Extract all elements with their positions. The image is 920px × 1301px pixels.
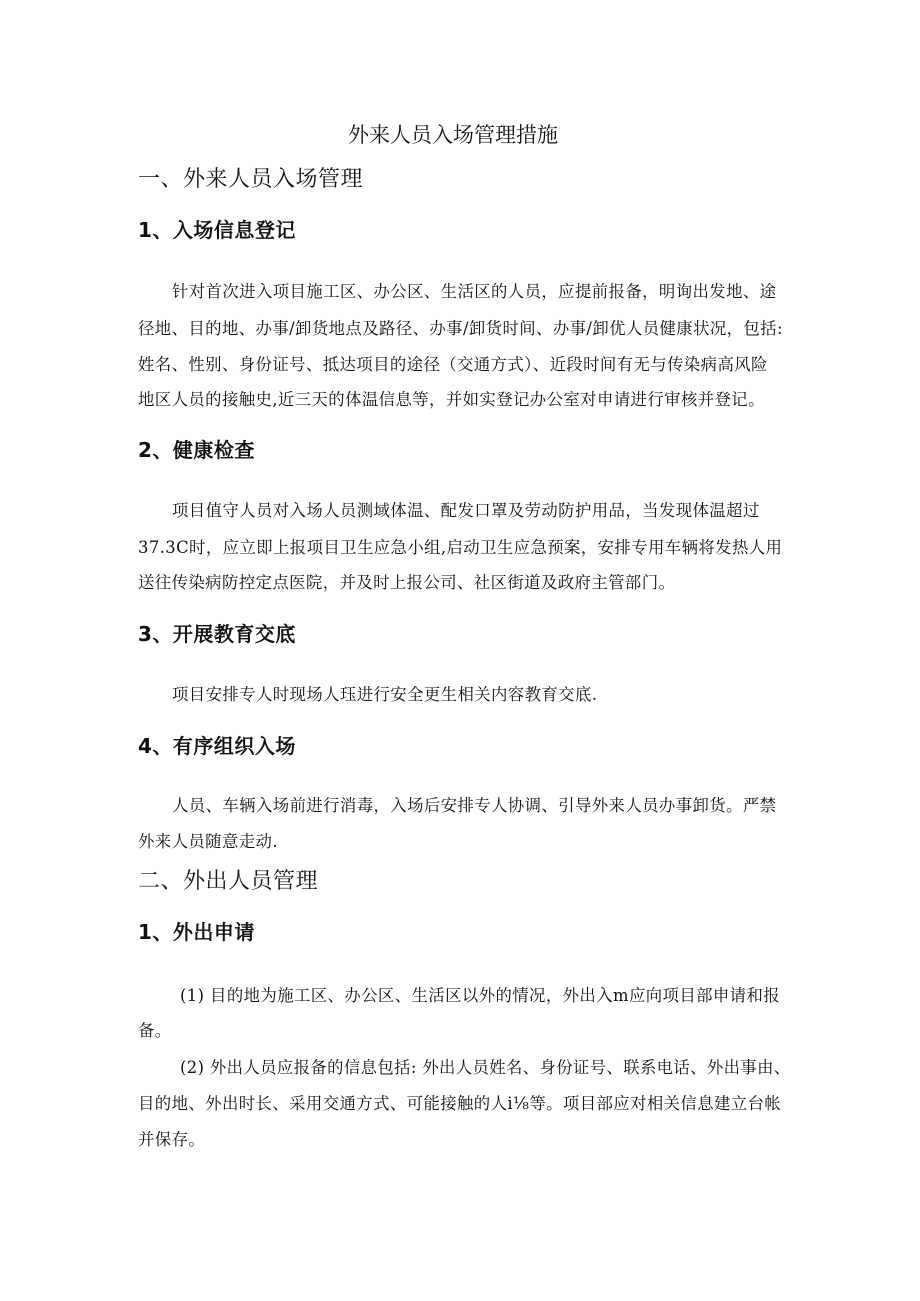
paragraph-line: 姓名、性别、身份证号、抵达项目的途径（交通方式）、近段时间有无与传染病高风险 <box>138 355 768 374</box>
paragraph-line: 径地、目的地、办事/卸货地点及路径、办事/卸货时间、办事/卸优人员健康状况，包括: <box>138 319 783 338</box>
paragraph-line: 项目值守人员对入场人员测域体温、配发口罩及劳动防护用品，当发现体温超过 <box>172 501 760 520</box>
paragraph-line: 针对首次进入项目施工区、办公区、生活区的人员，应提前报备，明询出发地、途 <box>172 282 777 301</box>
section-1-3-heading: 3、开展教育交底 <box>138 622 296 646</box>
section-2-heading: 二、外出人员管理 <box>138 869 319 894</box>
document-title: 外来人员入场管理措施 <box>348 123 558 147</box>
paragraph-line: 地区人员的接触史,近三天的体温信息等，并如实登记办公室对申请进行审核并登记。 <box>138 390 765 409</box>
paragraph-line: 送往传染病防控定点医院，并及时上报公司、社区街道及政府主管部门。 <box>138 573 676 592</box>
paragraph-line: 人员、车辆入场前进行消毒，入场后安排专人协调、引导外来人员办事卸货。严禁 <box>172 796 777 815</box>
paragraph-line: (1) 目的地为施工区、办公区、生活区以外的情况，外出入m应向项目部申请和报 <box>180 986 781 1005</box>
paragraph-line: 37.3C时，应立即上报项目卫生应急小组,启动卫生应急预案，安排专用车辆将发热人用 <box>138 538 783 557</box>
paragraph-line: 备。 <box>138 1021 172 1040</box>
paragraph-line: 并保存。 <box>138 1130 206 1149</box>
section-1-heading: 一、外来人员入场管理 <box>138 167 364 192</box>
section-1-2-heading: 2、健康检查 <box>138 438 255 462</box>
paragraph-line: 目的地、外出时长、采用交通方式、可能接触的人i⅛等。项目部应对相关信息建立台帐 <box>138 1094 782 1113</box>
section-2-1-heading: 1、外出申请 <box>138 920 255 944</box>
paragraph-line: (2) 外出人员应报备的信息包括: 外出人员姓名、身份证号、联系电话、外出事由、 <box>180 1058 791 1077</box>
section-1-1-heading: 1、入场信息登记 <box>138 218 296 242</box>
paragraph-line: 外来人员随意走动. <box>138 832 278 851</box>
section-1-4-heading: 4、有序组织入场 <box>138 734 296 758</box>
section-1-3-paragraph: 项目安排专人时现场人珏进行安全更生相关内容教育交底. <box>172 685 598 704</box>
